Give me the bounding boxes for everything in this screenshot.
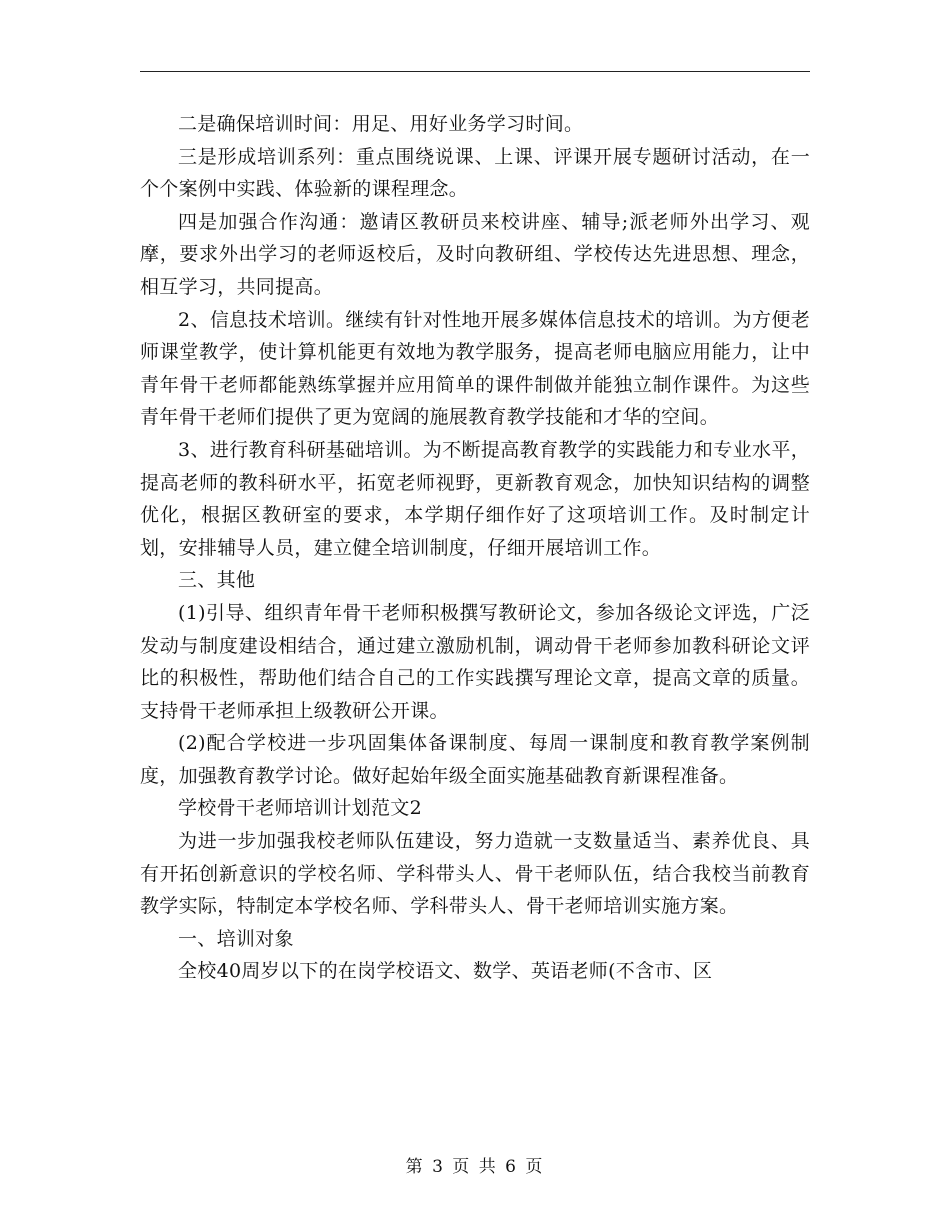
paragraph: 为进一步加强我校老师队伍建设，努力造就一支数量适当、素养优良、具有开拓创新意识的学校名师、学科带头人、骨干老师队伍，结合我校当前教育教学实际，特制定本学校名师、学科带头人、骨干老师培训实施方案。 bbox=[140, 830, 810, 918]
paragraph: 3、进行教育科研基础培训。为不断提高教育教学的实践能力和专业水平，提高老师的教科研水平，拓宽老师视野，更新教育观念，加快知识结构的调整优化，根据区教研室的要求，本学期仔细作好了这项培训工作。及时制定计划，安排辅导人员，建立健全培训制度，仔细开展培训工作。 bbox=[140, 438, 810, 559]
paragraph: 全校40周岁以下的在岗学校语文、数学、英语老师(不含市、区 bbox=[178, 960, 713, 983]
paragraph: 三是形成培训系列：重点围绕说课、上课、评课开展专题研讨活动，在一个个案例中实践、体验新的课程理念。 bbox=[140, 145, 810, 201]
document-body bbox=[140, 108, 810, 988]
paragraph: (1)引导、组织青年骨干老师积极撰写教研论文，参加各级论文评选，广泛发动与制度建设相结合，通过建立激励机制，调动骨干老师参加教科研论文评比的积极性，帮助他们结合自己的工作实践撰写理论文章，提高文章的质量。支持骨干老师承担上级教研公开课。 bbox=[140, 601, 810, 722]
header-rule bbox=[140, 71, 810, 72]
paragraph: 2、信息技术培训。继续有针对性地开展多媒体信息技术的培训。为方便老师课堂教学，使计算机能更有效地为教学服务，提高老师电脑应用能力，让中青年骨干老师都能熟练掌握并应用简单的课件制做并能独立制作课件。为这些青年骨干老师们提供了更为宽阔的施展教育教学技能和才华的空间。 bbox=[140, 308, 810, 429]
document-subtitle: 学校骨干老师培训计划范文2 bbox=[178, 797, 422, 820]
section-heading: 一、培训对象 bbox=[178, 927, 294, 950]
paragraph: 二是确保培训时间：用足、用好业务学习时间。 bbox=[178, 113, 584, 135]
paragraph: (2)配合学校进一步巩固集体备课制度、每周一课制度和教育教学案例制度，加强教育教学讨论。做好起始年级全面实施基础教育新课程准备。 bbox=[140, 732, 810, 787]
paragraph: 四是加强合作沟通：邀请区教研员来校讲座、辅导;派老师外出学习、观摩，要求外出学习的老师返校后，及时向教研组、学校传达先进思想、理念，相互学习，共同提高。 bbox=[140, 210, 810, 298]
page-number-footer: 第 3 页 共 6 页 bbox=[405, 1157, 545, 1177]
section-heading: 三、其他 bbox=[178, 569, 256, 592]
